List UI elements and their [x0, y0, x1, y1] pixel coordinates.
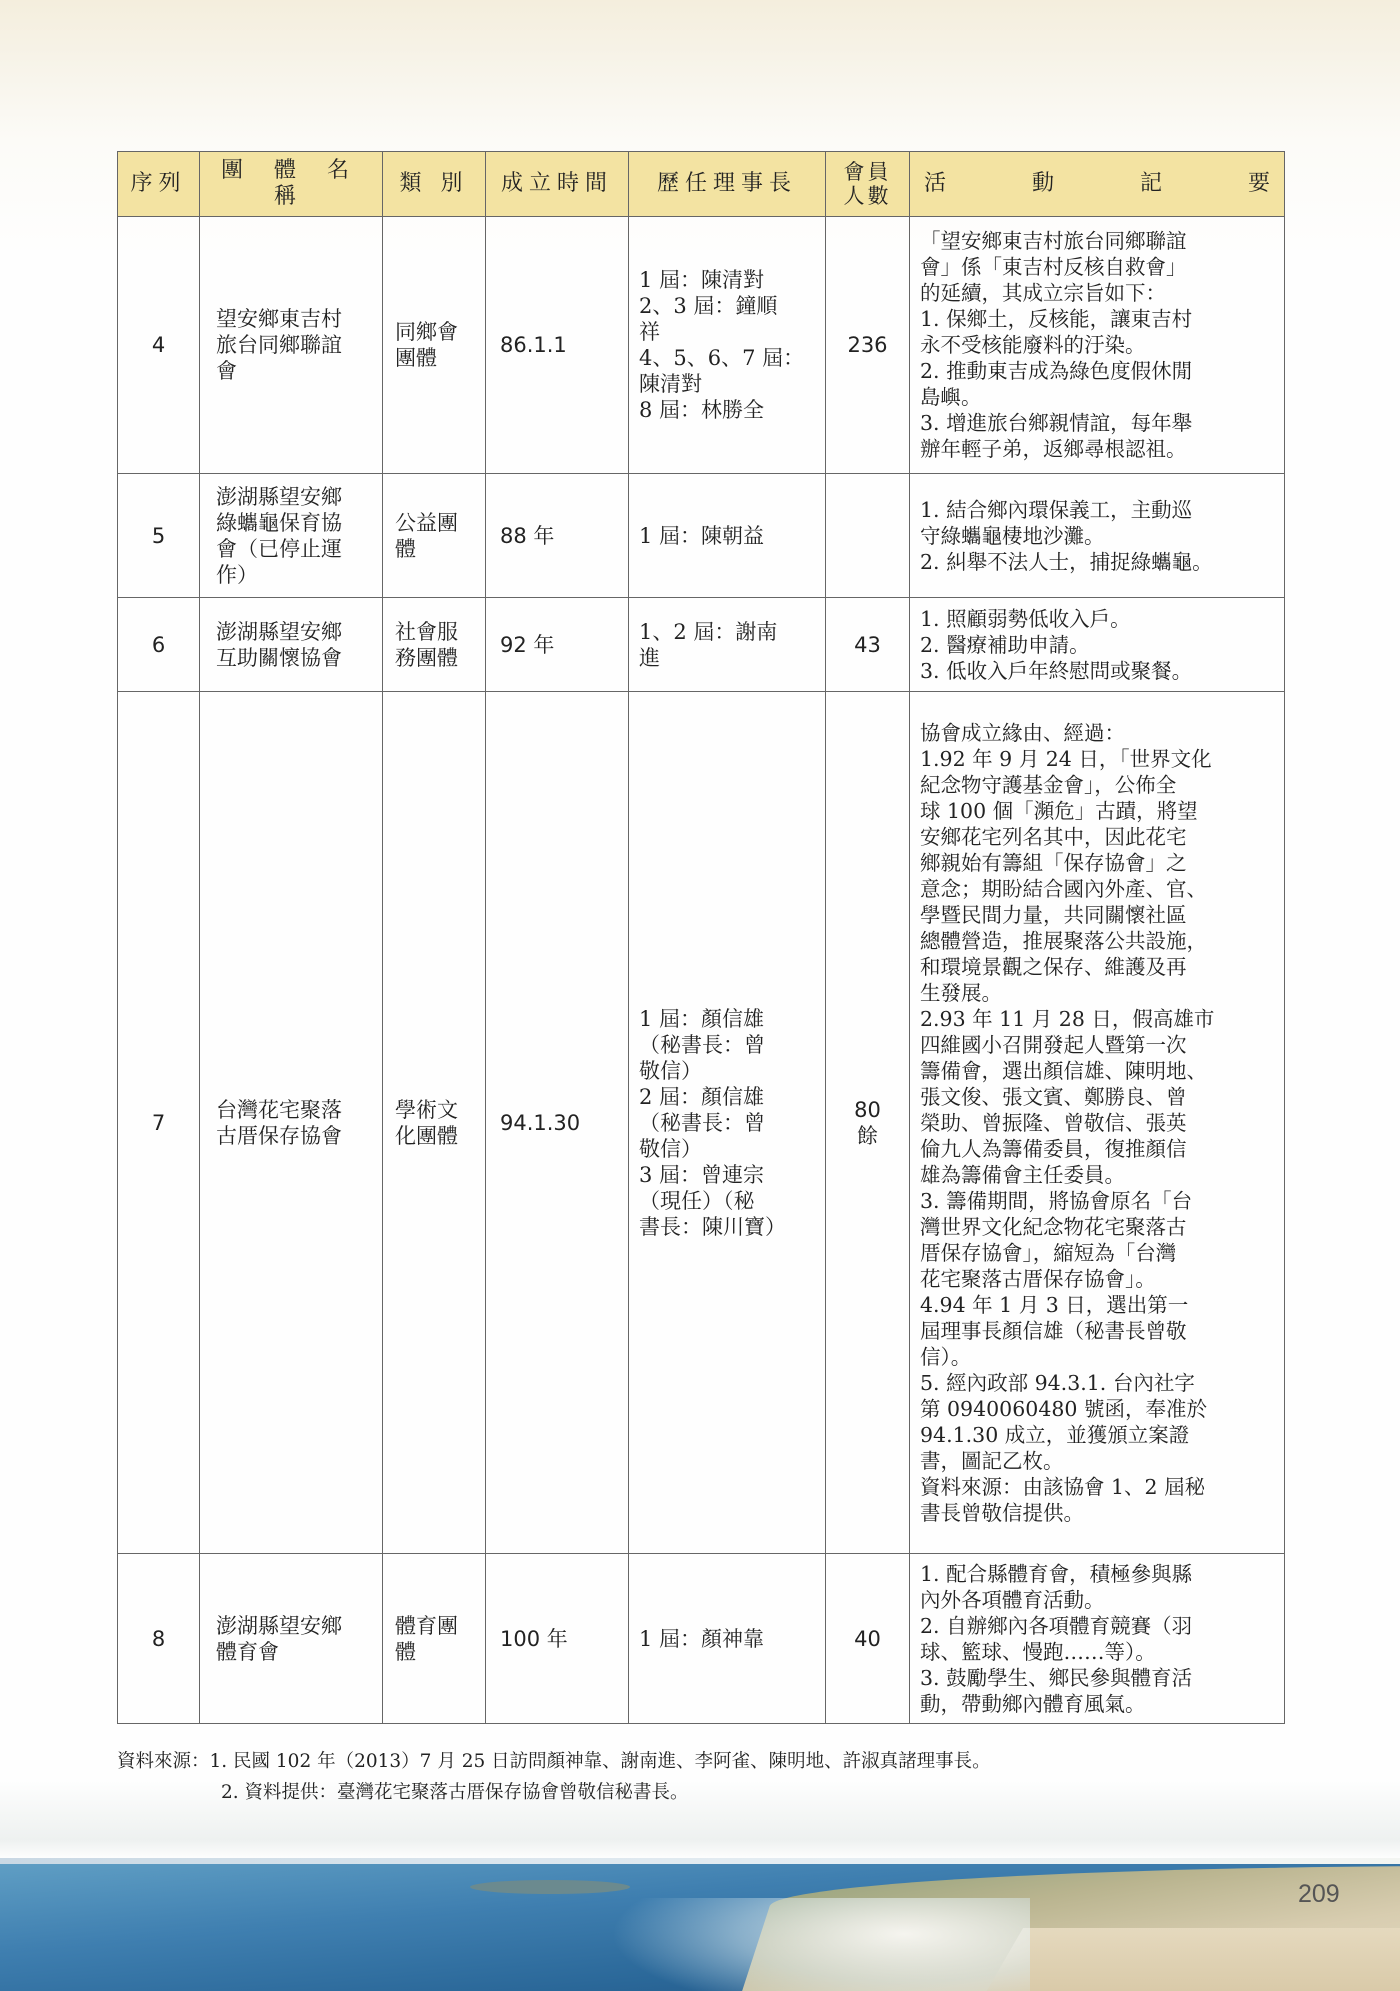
source-note [117, 1746, 991, 1808]
cell-chairs-line: 1 屆：陳朝益 [639, 523, 765, 548]
cell-seq: 6 [118, 598, 200, 692]
cell-name [200, 474, 383, 598]
cell-type [383, 217, 486, 474]
cell-activities-line: 島嶼。 [920, 385, 982, 409]
cell-activities-line: 雄為籌備會主任委員。 [920, 1162, 1125, 1187]
cell-activities-line: 「望安鄉東吉村旅台同鄉聯誼 [920, 229, 1187, 253]
cell-members [826, 1554, 910, 1724]
cell-type-line: 體 [395, 536, 416, 561]
header-name: 團 體 名 稱 [200, 152, 383, 217]
cell-founded: 88 年 [486, 474, 629, 598]
cell-activities-line: 3. 低收入戶年終慰問或聚餐。 [920, 658, 1193, 683]
cell-activities-line: 會」係「東吉村反核自救會」 [920, 255, 1187, 279]
cell-name-line: 台灣花宅聚落 [216, 1097, 342, 1122]
cell-name-line: 澎湖縣望安鄉 [216, 484, 342, 509]
cell-activities-line: 安鄉花宅列名其中，因此花宅 [920, 824, 1187, 849]
cell-activities-line: 94.1.30 成立，並獲頒立案證 [920, 1422, 1190, 1447]
cell-activities-line: 1. 保鄉土，反核能，讓東吉村 [920, 307, 1193, 331]
cell-activities-line: 鄉親始有籌組「保存協會」之 [920, 850, 1187, 875]
cell-members [826, 598, 910, 692]
cell-activities-line: 2.93 年 11 月 28 日，假高雄市 [920, 1006, 1215, 1031]
cell-name [200, 217, 383, 474]
cell-chairs [629, 692, 826, 1554]
cell-chairs-line: 2、3 屆：鐘順 [639, 294, 778, 318]
cell-activities-line: 生發展。 [920, 980, 1002, 1005]
associations-table-wrapper [117, 151, 1285, 1724]
cell-activities [910, 217, 1285, 474]
cell-type-line: 團體 [395, 346, 437, 370]
cell-activities-line: 球、籃球、慢跑……等）。 [920, 1639, 1156, 1664]
cell-chairs-line: 8 屆：林勝全 [639, 398, 765, 422]
header-activities: 活動記要 [910, 152, 1285, 217]
cell-activities-line: 2. 推動東吉成為綠色度假休閒 [920, 359, 1193, 383]
cell-activities-line: 4.94 年 1 月 3 日，選出第一 [920, 1292, 1189, 1317]
header-type: 類 別 [383, 152, 486, 217]
cell-type-line: 社會服 [395, 619, 458, 644]
cell-members [826, 217, 910, 474]
cell-founded: 92 年 [486, 598, 629, 692]
cell-activities-line: 花宅聚落古厝保存協會」。 [920, 1266, 1156, 1291]
cell-activities-line: 書，圖記乙枚。 [920, 1448, 1064, 1473]
table-row [118, 1554, 1285, 1724]
cell-activities-line: 永不受核能廢料的汙染。 [920, 333, 1146, 357]
cell-name-line: 古厝保存協會 [216, 1123, 342, 1148]
cell-chairs-line: 祥 [639, 320, 660, 344]
cell-type-line: 體 [395, 1639, 416, 1664]
cell-chairs [629, 598, 826, 692]
cell-activities-line: 厝保存協會」，縮短為「台灣 [920, 1240, 1177, 1265]
cell-founded: 86.1.1 [486, 217, 629, 474]
cell-members [826, 474, 910, 598]
cell-activities-line: 1. 配合縣體育會，積極參與縣 [920, 1561, 1193, 1586]
cell-activities-line: 榮助、曾振隆、曾敬信、張英 [920, 1110, 1187, 1135]
cell-founded: 100 年 [486, 1554, 629, 1724]
cell-seq: 7 [118, 692, 200, 1554]
cell-activities-line: 和環境景觀之保存、維護及再 [920, 954, 1187, 979]
cell-name-line: 作） [216, 562, 258, 587]
cell-members-line: 80 [854, 1097, 881, 1122]
cell-chairs [629, 474, 826, 598]
cell-name-line: 體育會 [216, 1639, 279, 1664]
cell-name-line: 會（已停止運 [216, 536, 342, 561]
cell-chairs-line: 書長：陳川寶） [639, 1214, 786, 1239]
cell-name [200, 692, 383, 1554]
cell-activities-line: 辦年輕子弟，返鄉尋根認祖。 [920, 437, 1187, 461]
header-founded: 成立時間 [486, 152, 629, 217]
table-row [118, 692, 1285, 1554]
cell-activities-line: 灣世界文化紀念物花宅聚落古 [920, 1214, 1187, 1239]
source-line-1: 資料來源：1. 民國 102 年（2013）7 月 25 日訪問顏神靠、謝南進、李阿雀、陳明地、許淑真諸理事長。 [117, 1751, 991, 1772]
cell-activities-line: 意念；期盼結合國內外產、官、 [920, 876, 1207, 901]
header-seq: 序列 [118, 152, 200, 217]
table-row [118, 217, 1285, 474]
cell-activities-line: 資料來源：由該協會 1、2 屆秘 [920, 1474, 1206, 1499]
cell-activities-line: 1. 結合鄉內環保義工，主動巡 [920, 497, 1193, 522]
cell-chairs [629, 1554, 826, 1724]
cell-members-line: 餘 [857, 1123, 878, 1148]
cell-activities-line: 2. 自辦鄉內各項體育競賽（羽 [920, 1613, 1193, 1638]
cell-members-line: 40 [854, 1626, 881, 1651]
cell-name-line: 會 [216, 359, 237, 383]
cell-name [200, 1554, 383, 1724]
cell-chairs-line: （秘書長：曾 [639, 1032, 765, 1057]
cell-activities-line: 的延續，其成立宗旨如下： [920, 281, 1166, 305]
cell-activities-line: 張文俊、張文賓、鄭勝良、曾 [920, 1084, 1187, 1109]
cell-chairs-line: 陳清對 [639, 372, 702, 396]
cell-name-line: 澎湖縣望安鄉 [216, 1613, 342, 1638]
cell-activities-line: 四維國小召開發起人暨第一次 [920, 1032, 1187, 1057]
associations-table [117, 151, 1285, 1724]
cell-activities-line: 1.92 年 9 月 24 日，「世界文化 [920, 746, 1212, 771]
cell-activities-line: 紀念物守護基金會」，公佈全 [920, 772, 1177, 797]
cell-type [383, 692, 486, 1554]
source-line-2: 2. 資料提供：臺灣花宅聚落古厝保存協會曾敬信秘書長。 [221, 1782, 689, 1803]
cell-activities-line: 總體營造，推展聚落公共設施， [920, 928, 1207, 953]
cell-activities-line: 第 0940060480 號函，奉准於 [920, 1396, 1207, 1421]
cell-activities-line: 屆理事長顏信雄（秘書長曾敬 [920, 1318, 1187, 1343]
cell-type-line: 務團體 [395, 645, 458, 670]
cell-activities-line: 5. 經內政部 94.3.1. 台內社字 [920, 1370, 1195, 1395]
cell-chairs-line: 敬信） [639, 1136, 702, 1161]
cell-activities-line: 信）。 [920, 1344, 972, 1369]
cell-members [826, 692, 910, 1554]
cell-activities-line: 籌備會，選出顏信雄、陳明地、 [920, 1058, 1207, 1083]
cell-activities-line: 3. 籌備期間，將協會原名「台 [920, 1188, 1193, 1213]
cell-seq: 8 [118, 1554, 200, 1724]
cell-chairs-line: 進 [639, 645, 660, 670]
cell-type-line: 體育團 [395, 1613, 458, 1638]
cell-chairs-line: 2 屆：顏信雄 [639, 1084, 765, 1109]
cell-activities-line: 動，帶動鄉內體育風氣。 [920, 1691, 1146, 1716]
cell-activities [910, 474, 1285, 598]
cell-seq: 4 [118, 217, 200, 474]
cell-name-line: 旅台同鄉聯誼 [216, 333, 342, 357]
table-header-row [118, 152, 1285, 217]
cell-chairs-line: （秘書長：曾 [639, 1110, 765, 1135]
page-number: 209 [1298, 1880, 1340, 1908]
cell-founded: 94.1.30 [486, 692, 629, 1554]
cell-chairs-line: 1 屆：顏信雄 [639, 1006, 765, 1031]
cell-activities-line: 3. 增進旅台鄉親情誼，每年舉 [920, 411, 1193, 435]
cell-type-line: 化團體 [395, 1123, 458, 1148]
cell-activities-line: 2. 糾舉不法人士，捕捉綠蠵龜。 [920, 549, 1213, 574]
cell-name-line: 綠蠵龜保育協 [216, 510, 342, 535]
cell-activities [910, 598, 1285, 692]
cell-activities-line: 3. 鼓勵學生、鄉民參與體育活 [920, 1665, 1193, 1690]
cell-activities-line: 協會成立緣由、經過： [920, 720, 1125, 745]
cell-name-line: 互助關懷協會 [216, 645, 342, 670]
cell-chairs-line: 敬信） [639, 1058, 702, 1083]
cell-type [383, 598, 486, 692]
cell-chairs [629, 217, 826, 474]
cell-chairs-line: 1、2 屆：謝南 [639, 619, 778, 644]
cell-name-line: 望安鄉東吉村 [216, 307, 342, 331]
cell-type [383, 1554, 486, 1724]
cell-members-line: 43 [854, 632, 881, 657]
cell-chairs-line: 4、5、6、7 屆： [639, 346, 805, 370]
table-body [118, 217, 1285, 1724]
table-row [118, 598, 1285, 692]
cell-activities-line: 守綠蠵龜棲地沙灘。 [920, 523, 1105, 548]
cell-activities [910, 692, 1285, 1554]
coastline-decoration [0, 1858, 1400, 1991]
cell-activities-line: 書長曾敬信提供。 [920, 1500, 1084, 1525]
header-members: 會員 人數 [826, 152, 910, 217]
cell-name-line: 澎湖縣望安鄉 [216, 619, 342, 644]
table-row [118, 474, 1285, 598]
cell-activities [910, 1554, 1285, 1724]
cell-name [200, 598, 383, 692]
cell-activities-line: 倫九人為籌備委員，復推顏信 [920, 1136, 1187, 1161]
cell-type-line: 學術文 [395, 1097, 458, 1122]
cell-type-line: 公益團 [395, 510, 458, 535]
cell-activities-line: 球 100 個「瀕危」古蹟，將望 [920, 798, 1198, 823]
cell-seq: 5 [118, 474, 200, 598]
header-chairs: 歷任理事長 [629, 152, 826, 217]
cell-chairs-line: 3 屆：曾連宗 [639, 1162, 765, 1187]
cell-activities-line: 內外各項體育活動。 [920, 1587, 1105, 1612]
cell-activities-line: 學暨民間力量，共同關懷社區 [920, 902, 1187, 927]
cell-activities-line: 1. 照顧弱勢低收入戶。 [920, 606, 1131, 631]
cell-type-line: 同鄉會 [395, 320, 458, 344]
cell-members-line: 236 [847, 333, 888, 357]
cell-type [383, 474, 486, 598]
cell-chairs-line: 1 屆：陳清對 [639, 268, 765, 292]
cell-chairs-line: 1 屆：顏神靠 [639, 1626, 765, 1651]
cell-chairs-line: （現任）（秘 [639, 1188, 755, 1213]
cell-activities-line: 2. 醫療補助申請。 [920, 632, 1090, 657]
